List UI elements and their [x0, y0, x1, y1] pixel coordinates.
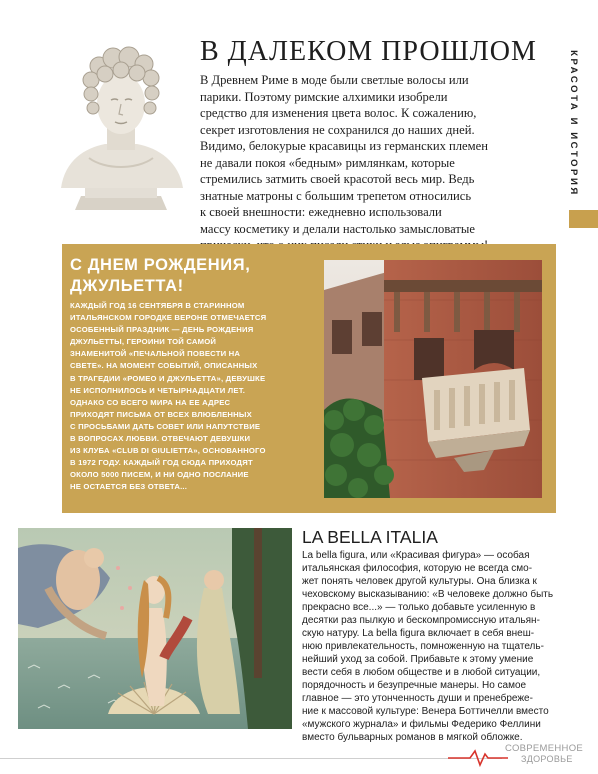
- birth-of-venus-painting: [18, 528, 292, 729]
- text-line: нюю привлекательность, помноженную на тщатель-: [302, 641, 544, 652]
- text-line: массу косметику и делали настолько замысловатые: [200, 221, 475, 236]
- section-text-italia: [302, 549, 592, 744]
- text-line: В Древнем Риме в моде были светлые волосы или: [200, 73, 469, 87]
- text-line: ние к массовой культуре: Венера Боттичелли вместо: [302, 706, 549, 717]
- text-line: ДЖУЛЬЕТТЫ, ГЕРОИНИ ТОЙ САМОЙ: [70, 337, 217, 347]
- text-line: В 1972 ГОДУ. КАЖДЫЙ ГОД СЮДА ПРИХОДЯТ: [70, 458, 253, 468]
- text-line: «мужского журнала» и фильмы Федерико Феллини: [302, 719, 541, 730]
- section-title-italia: LA BELLA ITALIA: [302, 527, 438, 547]
- section-text-juliet: [70, 300, 325, 494]
- gold-tab-marker: [569, 210, 598, 228]
- section-title-juliet: [70, 255, 320, 297]
- text-line: жет понять человек другой культуры. Она близка к: [302, 576, 537, 587]
- text-line: НЕ ИСПОЛНИЛОСЬ И ЧЕТЫРНАДЦАТИ ЛЕТ.: [70, 385, 246, 395]
- section-text-past: [200, 72, 550, 254]
- text-line: ОДНАКО СО ВСЕГО МИРА НА ЕЕ АДРЕС: [70, 397, 231, 407]
- text-line: главное — это утонченность души и пренебреже-: [302, 693, 533, 704]
- text-line: нейший уход за собой. Прибавьте к этому умение: [302, 654, 534, 665]
- text-line: не давали покоя «бедным» римлянкам, которые: [200, 155, 455, 170]
- text-line: ОСОБЕННЫЙ ПРАЗДНИК — ДЕНЬ РОЖДЕНИЯ: [70, 325, 254, 335]
- heartbeat-pulse-icon: [448, 748, 508, 768]
- text-line: к своей внешности: ежедневно использовали: [200, 205, 442, 219]
- text-line: La bella figura, или «Красивая фигура» — особая: [302, 550, 530, 561]
- text-line: прекрасно все...» — только добавьте усиленную в: [302, 602, 536, 613]
- text-line: ИТАЛЬЯНСКОМ ГОРОДКЕ ВЕРОНЕ ОТМЕЧАЕТСЯ: [70, 313, 267, 323]
- text-line: СВЕТЕ». НА МОМЕНТ СОБЫТИЙ, ОПИСАННЫХ: [70, 361, 258, 371]
- title-line: ДЖУЛЬЕТТА!: [70, 277, 184, 295]
- text-line: скую натуру. La bella figura включает в себя внеш-: [302, 628, 535, 639]
- text-line: стремились затмить своей красотой весь мир. Ведь: [200, 172, 475, 186]
- text-line: НЕ ОСТАЕТСЯ БЕЗ ОТВЕТА...: [70, 482, 188, 492]
- text-line: итальянская философия, которую не всегда смо-: [302, 563, 533, 574]
- text-line: знатные матроны с большим трепетом относились: [200, 188, 472, 203]
- text-line: чеховскому высказыванию: «В человеке должно быть: [302, 589, 554, 600]
- text-line: средство для изменения цвета волос. К сожалению,: [200, 106, 477, 120]
- footer-divider: [0, 758, 502, 759]
- title-line: С ДНЕМ РОЖДЕНИЯ,: [70, 256, 251, 274]
- text-line: вести себя в любом обществе и в любой ситуации,: [302, 667, 541, 678]
- logo-line-1: СОВРЕМЕННОЕ: [505, 743, 584, 754]
- text-line: В ВОПРОСАХ ЛЮБВИ. ОТВЕЧАЮТ ДЕВУШКИ: [70, 434, 251, 444]
- text-line: секрет изготовления не сохранился до наших дней.: [200, 122, 475, 137]
- text-line: КАЖДЫЙ ГОД 16 СЕНТЯБРЯ В СТАРИННОМ: [70, 301, 245, 310]
- roman-bust-image: [55, 38, 187, 210]
- text-line: ЗНАМЕНИТОЙ «ПЕЧАЛЬНОЙ ПОВЕСТИ НА: [70, 349, 241, 359]
- text-line: ИЗ КЛУБА «CLUB DI GIULIETTA», ОСНОВАННОГО: [70, 446, 266, 456]
- text-line: ПРИХОДЯТ ПИСЬМА ОТ ВСЕХ ВЛЮБЛЕННЫХ: [70, 409, 252, 419]
- text-line: ОКОЛО 5000 ПИСЕМ, И НИ ОДНО ПОСЛАНИЕ: [70, 470, 249, 480]
- magazine-logo: [505, 744, 595, 764]
- section-label-text: КРАСОТА И ИСТОРИЯ: [567, 49, 579, 197]
- text-line: парики. Поэтому римские алхимики изобрели: [200, 89, 448, 104]
- section-title-past: В ДАЛЕКОМ ПРОШЛОМ: [200, 36, 537, 67]
- text-line: Видимо, белокурые красавицы из германских племен: [200, 139, 488, 153]
- text-line: порядочность и безупречные манеры. Но самое: [302, 680, 527, 691]
- text-line: С ПРОСЬБАМИ ДАТЬ СОВЕТ ИЛИ НАПУТСТВИЕ: [70, 421, 261, 431]
- juliet-balcony-photo: [324, 260, 542, 498]
- text-line: вместо бульварных романов в мягкой обложке.: [302, 732, 523, 743]
- text-line: десятки раз пылкую и бескомпромиссную итальян-: [302, 615, 540, 626]
- text-line: В ТРАГЕДИИ «РОМЕО И ДЖУЛЬЕТТА», ДЕВУШКЕ: [70, 373, 266, 383]
- logo-line-2: ЗДОРОВЬЕ: [521, 754, 573, 764]
- section-label-vertical: [558, 38, 588, 208]
